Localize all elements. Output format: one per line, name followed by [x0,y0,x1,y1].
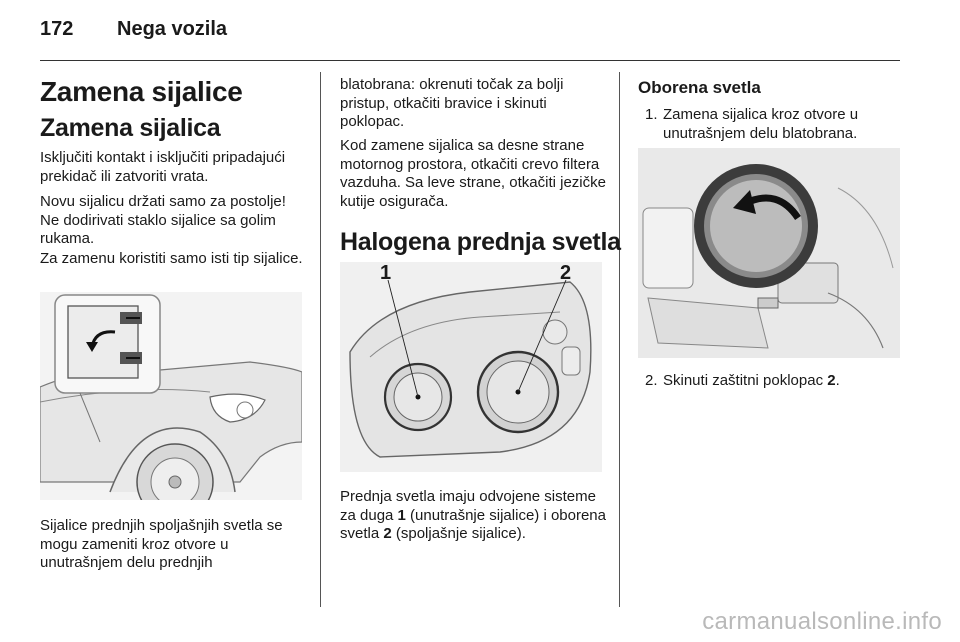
step-1-text: Zamena sijalica kroz otvore u unutrašnjem delu blatobrana. [663,106,859,142]
callout-2: 2 [560,262,572,284]
step-1-number: 1. [645,106,658,123]
column-divider-1 [320,72,321,607]
sub-heading: Zamena sijalica [40,114,221,142]
paragraph-ignition: Isključiti kontakt i isključiti pripadajući prekidač ili zatvoriti vrata. [40,149,286,185]
paragraph-same-type: Za zamenu koristiti samo isti tip sijalice. [40,250,303,267]
step-2-number: 2. [645,372,658,389]
step-2-text: Skinuti zaštitni poklopac 2. [663,372,840,389]
section-title: Nega vozila [117,18,228,40]
watermark: carmanualsonline.info [702,608,942,635]
halogen-heading: Halogena prednja svetla [340,228,621,256]
low-beam-access-illustration [638,148,900,358]
column-divider-2 [619,72,620,607]
low-beam-heading: Oborena svetla [638,78,761,97]
wheel-arch-illustration [40,292,302,500]
paragraph-engine-side: Kod zamene sijalica sa desne strane motornog prostora, otkačiti crevo filtera vazduha. Sa leve strane, otkačiti jezičke kutije osigurača. [340,137,606,210]
caption-wheel-arch: Sijalice prednjih spoljašnjih svetla se mogu zameniti kroz otvore u unutrašnjem delu prednjih [40,517,283,571]
paragraph-hold-bulb: Novu sijalicu držati samo za postolje! Ne dodirivati staklo sijalice sa golim rukama. [40,193,286,247]
caption-headlamp: Prednja svetla imaju odvojene sisteme za duga 1 (unutrašnje sijalice) i oborena svetla 2 (spoljašnje sijalice). [340,488,606,542]
paragraph-wheel-access: blatobrana: okrenuti točak za bolji pristup, otkačiti bravice i skinuti poklopac. [340,76,564,130]
callout-1: 1 [380,262,392,284]
headlamp-illustration [340,262,602,472]
main-heading: Zamena sijalice [40,76,243,107]
page-number: 172 [40,18,74,40]
header-divider [40,60,900,61]
